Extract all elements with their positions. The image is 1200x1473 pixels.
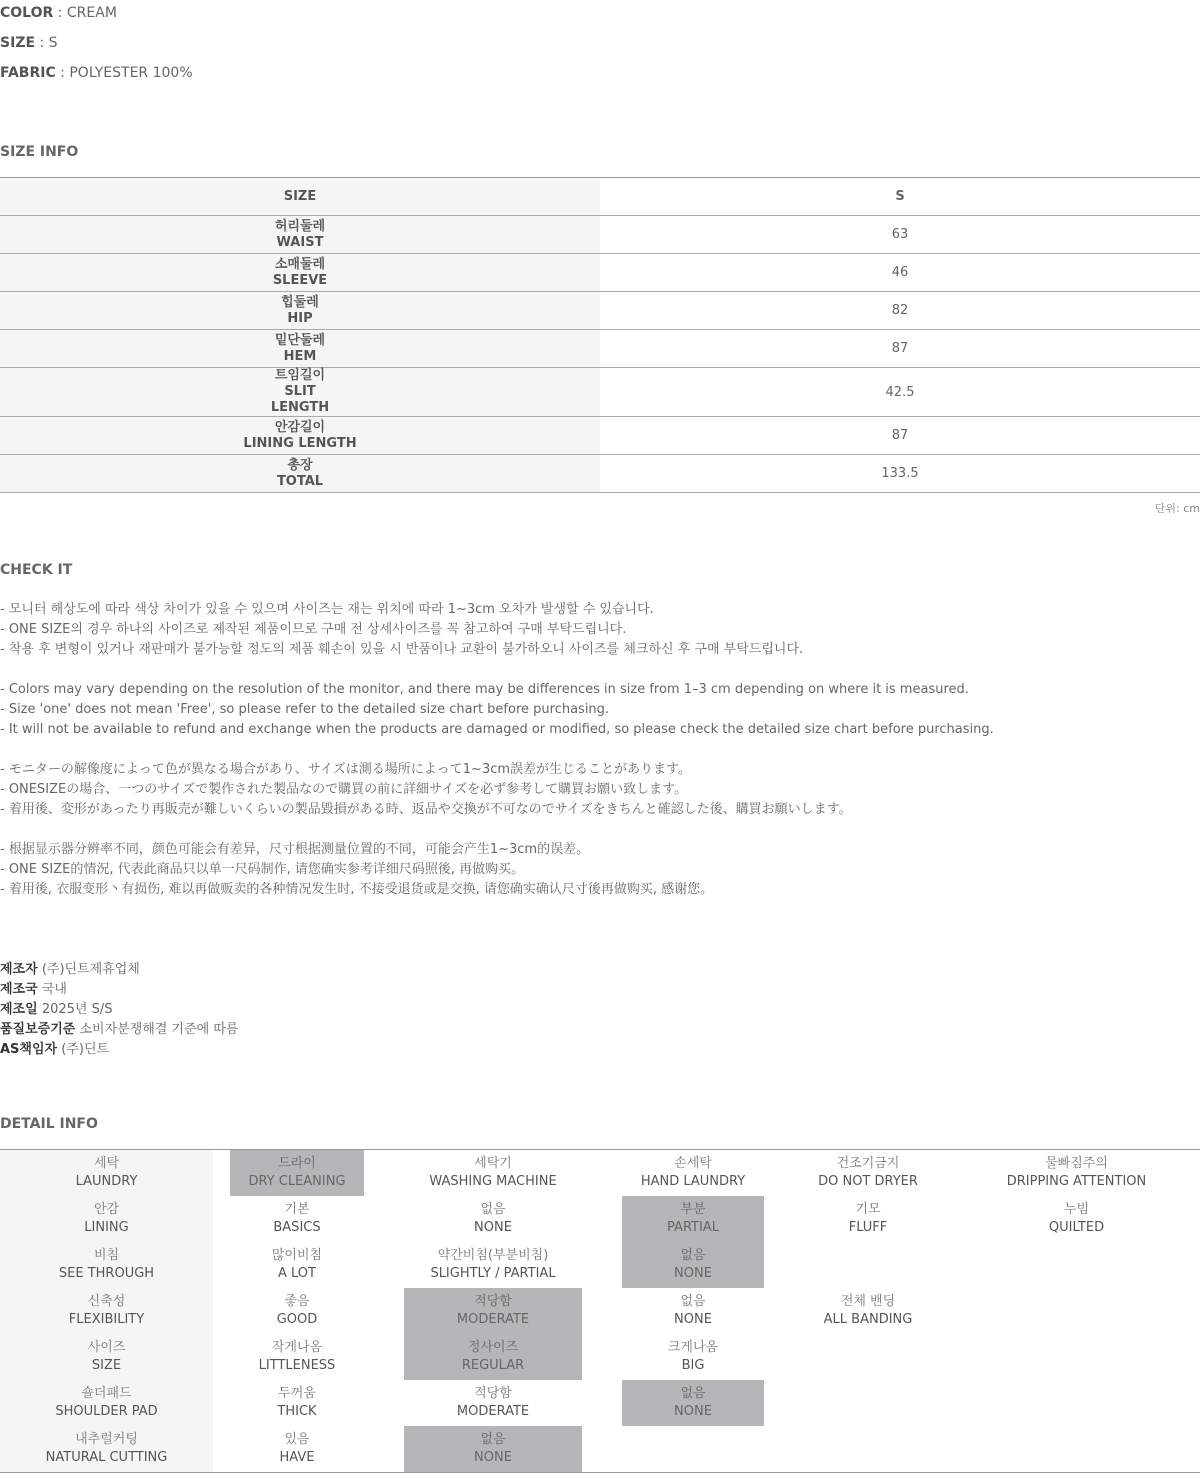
spec-size — [0, 34, 58, 52]
option-en: HAND LAUNDRY — [640, 1174, 746, 1189]
maker-value: 2025년 S/S — [37, 1002, 113, 1017]
detail-option — [230, 1380, 364, 1426]
detail-row-label — [0, 1242, 213, 1288]
detail-option — [778, 1196, 958, 1242]
table-row — [0, 216, 1200, 254]
check-note-line: - ONE SIZE的情況, 代表此商品只以单一尺码制作, 请您确实参考详细尺码照後, 再做购买。 — [0, 862, 525, 877]
option-ko: 사이즈 — [87, 1340, 126, 1355]
detail-row-size — [0, 1334, 1200, 1380]
option-ko: 적당함 — [474, 1294, 512, 1309]
label-en: LINING LENGTH — [243, 435, 357, 451]
maker-line — [0, 1040, 238, 1060]
option-en: DO NOT DRYER — [818, 1174, 918, 1189]
check-gap — [0, 820, 1200, 840]
detail-option-selected — [622, 1196, 764, 1242]
check-note-line: - モニターの解像度によって色が異なる場合があり、サイズは測る場所によって1~3cm誤差が生じることがあります。 — [0, 762, 691, 777]
table-row — [0, 254, 1200, 292]
maker-line — [0, 1000, 238, 1020]
check-it-notes — [0, 600, 1200, 900]
option-ko: 적당함 — [474, 1386, 512, 1401]
option-ko: 누빔 — [1063, 1202, 1090, 1217]
label-en: HEM — [283, 348, 317, 364]
size-measure-value: 87 — [891, 341, 909, 356]
label-ko: 안감길이 — [274, 419, 326, 435]
detail-option — [622, 1334, 764, 1380]
spec-label: SIZE — [0, 35, 36, 51]
check-note-line: - 착용 후 변형이 있거나 재판매가 불가능할 정도의 제품 훼손이 있을 시 반품이나 교환이 불가하오니 사이즈를 체크하신 후 구매 부탁드립니다. — [0, 642, 804, 657]
table-row — [0, 292, 1200, 330]
maker-value: 소비자분쟁해결 기준에 따름 — [75, 1022, 239, 1037]
option-ko: 없음 — [680, 1294, 706, 1309]
detail-option — [404, 1242, 582, 1288]
size-measure-label — [0, 330, 600, 367]
spec-color — [0, 4, 117, 22]
option-ko: 정사이즈 — [467, 1340, 519, 1355]
size-measure-value: 87 — [891, 428, 909, 443]
detail-option — [404, 1196, 582, 1242]
option-ko: 물빠짐주의 — [1045, 1156, 1108, 1171]
label-ko: 총장 — [287, 457, 313, 473]
label-ko: 소매둘레 — [274, 256, 326, 272]
option-ko: 작게나옴 — [271, 1340, 323, 1355]
detail-row-shoulder-pad — [0, 1380, 1200, 1426]
option-en: BASICS — [273, 1220, 321, 1235]
option-ko: 없음 — [680, 1248, 706, 1263]
option-en: ALL BANDING — [823, 1312, 913, 1327]
size-header-label — [0, 178, 600, 215]
label-en: SLEEVE — [272, 272, 328, 288]
detail-option — [230, 1196, 364, 1242]
detail-row-label — [0, 1380, 213, 1426]
detail-row-natural-cutting — [0, 1426, 1200, 1472]
label-ko: 밑단둘레 — [274, 332, 326, 348]
detail-option-selected — [404, 1426, 582, 1472]
detail-option — [230, 1288, 364, 1334]
option-en: MODERATE — [456, 1312, 530, 1327]
size-measure-label — [0, 417, 600, 454]
detail-option — [230, 1334, 364, 1380]
option-en: PARTIAL — [667, 1220, 719, 1235]
maker-label: 제조일 — [0, 1002, 38, 1017]
check-note-line: - 모니터 해상도에 따라 색상 차이가 있을 수 있으며 사이즈는 재는 위치에 따라 1~3cm 오차가 발생할 수 있습니다. — [0, 602, 654, 617]
option-ko: 건조기금지 — [836, 1156, 900, 1171]
size-measure-label — [0, 254, 600, 291]
check-gap — [0, 740, 1200, 760]
size-table — [0, 177, 1200, 493]
detail-option — [975, 1196, 1178, 1242]
option-en: QUILTED — [1048, 1220, 1105, 1235]
option-en: NONE — [474, 1220, 512, 1235]
check-note-line: - Colors may vary depending on the resolution of the monitor, and there may be differences in size from 1–3 cm depending on where it is measured. — [0, 682, 969, 697]
maker-info — [0, 960, 238, 1060]
size-measure-label — [0, 292, 600, 329]
option-en: FLEXIBILITY — [68, 1312, 145, 1327]
spec-value: : POLYESTER 100% — [55, 65, 193, 81]
detail-option-selected — [230, 1150, 364, 1196]
detail-option-selected — [404, 1334, 582, 1380]
spec-value: : CREAM — [53, 5, 117, 21]
maker-value: (주)딘트제휴업체 — [37, 962, 140, 977]
option-en: DRY CLEANING — [248, 1174, 346, 1189]
detail-option-selected — [404, 1288, 582, 1334]
detail-option — [230, 1242, 364, 1288]
maker-line — [0, 1020, 238, 1040]
table-row — [0, 368, 1200, 417]
maker-label: AS책임자 — [0, 1042, 58, 1057]
maker-label: 제조자 — [0, 962, 38, 977]
size-measure-value: 46 — [891, 265, 909, 280]
option-en: NONE — [474, 1450, 512, 1465]
option-ko: 신축성 — [87, 1294, 126, 1309]
option-en: LAUNDRY — [75, 1174, 138, 1189]
option-ko: 전체 밴딩 — [840, 1294, 896, 1309]
option-ko: 숄더패드 — [81, 1386, 132, 1401]
check-note-line: - 着用後、変形があったり再販売が難しいくらいの製品毀損がある時、返品や交換が不可なのでサイズをきちんと確認した後、購買お願いします。 — [0, 802, 852, 817]
check-it-title: CHECK IT — [0, 562, 73, 578]
size-measure-label — [0, 455, 600, 492]
option-ko: 내추럴커팅 — [75, 1432, 138, 1447]
option-en: NONE — [674, 1404, 712, 1419]
label-en: WAIST — [276, 234, 324, 250]
maker-label: 품질보증기준 — [0, 1022, 76, 1037]
option-ko: 세탁 — [93, 1156, 120, 1171]
option-ko: 두꺼움 — [278, 1386, 316, 1401]
check-note-line: - It will not be available to refund and exchange when the products are damaged or modified, so please check the detailed size chart before purchasing. — [0, 722, 994, 737]
maker-label: 제조국 — [0, 982, 38, 997]
spec-label: COLOR — [0, 5, 54, 21]
detail-option — [622, 1150, 764, 1196]
option-en: LITTLENESS — [258, 1358, 336, 1373]
table-row — [0, 330, 1200, 368]
check-note-line: - 着用後, 衣服变形丶有损伤, 难以再做贩卖的各种情况发生时, 不接受退货或是交换, 请您确实确认尺寸後再做购买, 感谢您。 — [0, 882, 714, 897]
option-en: GOOD — [276, 1312, 318, 1327]
detail-option — [778, 1150, 958, 1196]
option-en: NATURAL CUTTING — [45, 1450, 168, 1465]
detail-option — [778, 1288, 958, 1334]
check-gap — [0, 660, 1200, 680]
option-ko: 기본 — [284, 1202, 310, 1217]
detail-row-label — [0, 1196, 213, 1242]
label-ko: 트임길이 — [274, 368, 326, 383]
option-en: THICK — [277, 1404, 317, 1419]
detail-option — [622, 1288, 764, 1334]
size-measure-value: 42.5 — [885, 384, 915, 400]
size-info-title: SIZE INFO — [0, 144, 79, 160]
option-ko: 손세탁 — [674, 1156, 712, 1171]
option-ko: 많이비침 — [271, 1248, 323, 1263]
check-note-line: - ONE SIZE의 경우 하나의 사이즈로 제작된 제품이므로 구매 전 상세사이즈를 꼭 참고하여 구매 부탁드립니다. — [0, 622, 627, 637]
size-measure-value: 82 — [891, 303, 909, 318]
option-ko: 안감 — [93, 1202, 120, 1217]
option-ko: 세탁기 — [474, 1156, 512, 1171]
option-en: REGULAR — [461, 1358, 525, 1373]
detail-option — [404, 1380, 582, 1426]
label-ko: 힙둘레 — [281, 294, 319, 310]
option-en: LINING — [84, 1220, 129, 1235]
detail-option-selected — [622, 1242, 764, 1288]
option-ko: 크게나옴 — [667, 1340, 719, 1355]
maker-value: (주)딘트 — [57, 1042, 110, 1057]
detail-row-see-through — [0, 1242, 1200, 1288]
option-ko: 있음 — [284, 1432, 310, 1447]
label-en: TOTAL — [276, 473, 324, 489]
option-en: WASHING MACHINE — [429, 1174, 557, 1189]
detail-row-label — [0, 1426, 213, 1472]
spec-fabric — [0, 64, 193, 82]
check-note-line: - 根据显示器分辨率不同，颜色可能会有差异，尺寸根据测量位置的不同，可能会产生1~3cm的误差。 — [0, 842, 590, 857]
size-measure-label — [0, 216, 600, 253]
option-en: DRIPPING ATTENTION — [1006, 1174, 1147, 1189]
size-measure-value: 133.5 — [881, 466, 919, 481]
detail-option — [404, 1150, 582, 1196]
detail-option — [975, 1150, 1178, 1196]
maker-line — [0, 960, 238, 980]
size-header-value: S — [895, 189, 905, 204]
spec-value: : S — [35, 35, 58, 51]
option-en: MODERATE — [456, 1404, 530, 1419]
table-row — [0, 455, 1200, 493]
option-en: SEE THROUGH — [58, 1266, 155, 1281]
option-ko: 없음 — [480, 1202, 506, 1217]
option-en: NONE — [674, 1266, 712, 1281]
option-ko: 약간비침(부분비침) — [437, 1248, 549, 1263]
detail-option-selected — [622, 1380, 764, 1426]
detail-row-label — [0, 1150, 213, 1196]
size-header-label-text: SIZE — [283, 188, 317, 204]
detail-info-title: DETAIL INFO — [0, 1116, 98, 1132]
size-measure-value: 63 — [891, 227, 909, 242]
detail-table — [0, 1149, 1200, 1473]
detail-option — [230, 1426, 364, 1472]
detail-row-flexibility — [0, 1288, 1200, 1334]
option-ko: 비침 — [93, 1248, 120, 1263]
detail-row-laundry — [0, 1150, 1200, 1196]
spec-label: FABRIC — [0, 65, 56, 81]
maker-line — [0, 980, 238, 1000]
check-note-line: - Size 'one' does not mean 'Free', so please refer to the detailed size chart before purchasing. — [0, 702, 610, 717]
option-ko: 기모 — [855, 1202, 881, 1217]
option-en: HAVE — [279, 1450, 315, 1465]
unit-note: 단위: cm — [1154, 502, 1200, 515]
option-en: SLIGHTLY / PARTIAL — [430, 1266, 556, 1281]
size-table-header — [0, 178, 1200, 216]
option-ko: 좋음 — [284, 1294, 310, 1309]
label-en: HIP — [287, 310, 313, 326]
option-ko: 드라이 — [278, 1156, 316, 1171]
check-note-line: - ONESIZEの場合、一つのサイズで製作された製品なので購買の前に詳細サイズを必ず参考して購買お願い致します。 — [0, 782, 688, 797]
option-ko: 부분 — [680, 1202, 706, 1217]
detail-row-label — [0, 1334, 213, 1380]
detail-row-label — [0, 1288, 213, 1334]
label-en-2: LENGTH — [270, 400, 330, 415]
maker-value: 국내 — [37, 982, 67, 997]
option-ko: 없음 — [680, 1386, 706, 1401]
option-en: FLUFF — [848, 1220, 888, 1235]
option-ko: 없음 — [480, 1432, 506, 1447]
option-en: SHOULDER PAD — [55, 1404, 158, 1419]
option-en: SIZE — [91, 1358, 122, 1373]
label-ko: 허리둘레 — [274, 218, 326, 234]
option-en: BIG — [681, 1358, 705, 1373]
option-en: A LOT — [278, 1266, 316, 1281]
option-en: NONE — [674, 1312, 712, 1327]
label-en: SLIT — [284, 384, 316, 399]
table-row — [0, 417, 1200, 455]
detail-row-lining — [0, 1196, 1200, 1242]
size-measure-label — [0, 368, 600, 416]
